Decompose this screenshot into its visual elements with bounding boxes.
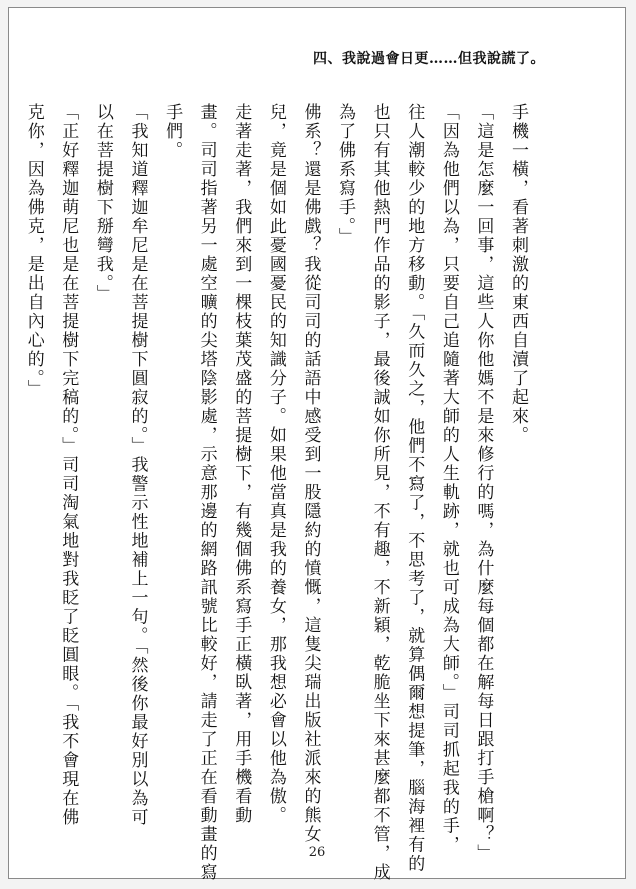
text-line: 往人潮較少的地方移動。「久而久之，他們不寫了，不思考了，就算偶爾想提筆，腦海裡有的 (404, 103, 425, 874)
text-line: 「正好釋迦萌尼也是在菩提樹下完稿的。」司司淘氣地對我眨了眨圓眼。「我不會現在佛 (58, 103, 79, 827)
chapter-header: 四、我說過會日更……但我說謊了。 (313, 51, 545, 67)
book-page (8, 7, 626, 882)
text-line: 「因為他們以為，只要自己追隨著大師的人生軌跡，就也可成為大師。」司司抓起我的手， (438, 103, 459, 855)
text-line: 走著走著，我們來到一棵枝葉茂盛的菩提樹下，有幾個佛系寫手正橫臥著，用手機看動 (231, 103, 252, 825)
page-number: 26 (308, 845, 326, 860)
text-line: 為了佛系寫手。」 (335, 103, 356, 247)
text-line: 克你，因為佛克，是出自內心的。」 (23, 103, 44, 399)
text-line: 「這是怎麼一回事，這些人你他媽不是來修行的嗎，為什麼每個都在解每日跟打手槍啊？」 (473, 103, 494, 863)
text-line: 「我知道釋迦牟尼是在菩提樹下圓寂的。」我警示性地補上一句。「然後你最好別以為可 (127, 103, 148, 827)
text-line: 兒，竟是個如此憂國憂民的知識分子。如果他當真是我的養女，那我想必會以他為傲。 (265, 103, 286, 825)
text-line: 畫。司司指著另一處空曠的尖塔陰影處，示意那邊的網路訊號比較好，請走了正在看動畫的寫 (196, 103, 217, 882)
text-line: 也只有其他熱門作品的影子，最後誠如你所見，不有趣，不新穎，乾脆坐下來甚麼都不管，成 (369, 103, 390, 882)
text-line: 佛系？還是佛戲？我從司司的話語中感受到一股隱約的憤慨，這隻尖瑞出版社派來的熊女 (300, 103, 321, 844)
text-line: 手們。 (162, 103, 183, 160)
text-line: 以在菩提樹下掰彎我。」 (92, 103, 113, 304)
text-line: 手機一橫，看著刺激的東西自瀆了起來。 (508, 103, 528, 445)
